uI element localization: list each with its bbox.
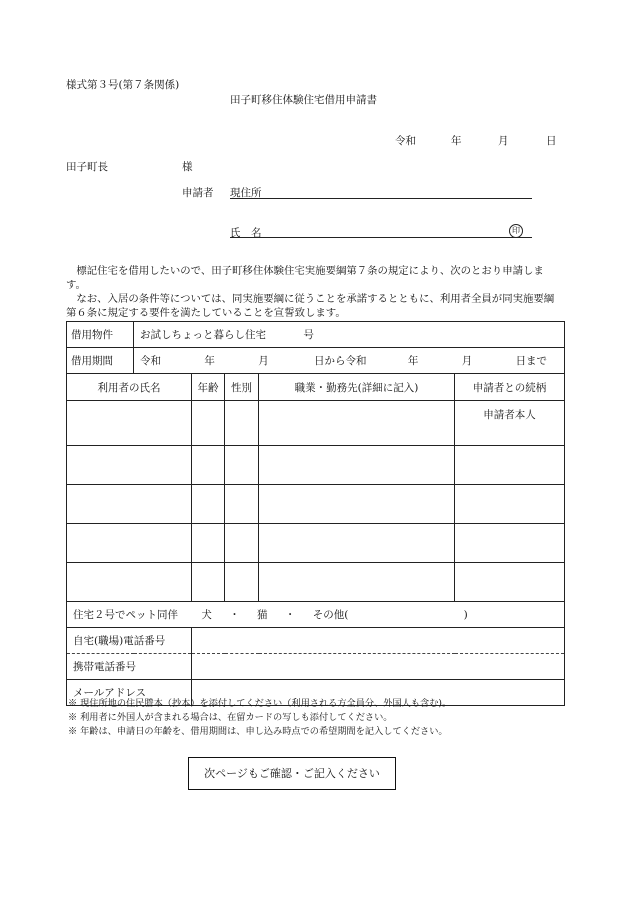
pet-label: 住宅２号でペット同伴 — [73, 609, 178, 621]
notes — [68, 697, 451, 739]
note-item: ※ 年齢は、申請日の年齢を、借用期間は、申し込み時点での希望期間を記入してください。 — [68, 726, 448, 737]
property-suffix: 号 — [303, 329, 314, 341]
home-phone-row — [67, 628, 565, 654]
user-gender-cell[interactable] — [225, 401, 259, 446]
pet-cat: 猫 — [257, 609, 268, 621]
period-value-cell[interactable] — [134, 348, 565, 374]
pet-separator: ・ — [229, 609, 240, 621]
user-row — [67, 401, 565, 446]
period-month-from: 月 — [258, 355, 269, 367]
period-day-from: 日から令和 — [314, 355, 367, 367]
pet-other: その他( — [312, 609, 349, 621]
paragraph-oath: なお、入居の条件等については、同実施要綱に従うことを承諾するとともに、利用者全員が同実施要綱第６条に規定する要件を満たしていることを宣誓致します。 — [66, 293, 555, 319]
property-value: お試しちょっと暮らし住宅 — [140, 329, 266, 341]
user-gender-cell[interactable] — [225, 524, 259, 563]
name-label: 氏 名 — [230, 227, 262, 239]
header-user-name: 利用者の氏名 — [67, 374, 192, 401]
period-row — [67, 348, 565, 374]
user-relation-cell[interactable] — [455, 401, 565, 446]
header-relation: 申請者との続柄 — [455, 374, 565, 401]
note-item: ※ 現住所地の住民謄本（抄本）を添付してください（利用される方全員分、外国人も含む)。 — [68, 698, 452, 709]
pet-dog: 犬 — [201, 609, 212, 621]
user-occupation-cell[interactable] — [259, 563, 455, 602]
paragraph-request: 標記住宅を借用したいので、田子町移住体験住宅実施要綱第７条の規定により、次のとおり申請します。 — [66, 265, 544, 291]
user-name-cell[interactable] — [67, 401, 192, 446]
page-title: 田子町移住体験住宅借用申請書 — [230, 94, 377, 106]
addressee-honorific: 様 — [182, 161, 193, 173]
applicant-label: 申請者 — [182, 187, 214, 199]
seal-mark: 印 — [509, 224, 523, 238]
pet-other-close: ) — [463, 609, 468, 621]
note-item: ※ 利用者に外国人が含まれる場合は、在留カードの写しも添付してください。 — [68, 712, 393, 723]
application-table — [66, 321, 565, 706]
period-era: 令和 — [140, 355, 161, 367]
user-relation-cell[interactable] — [455, 563, 565, 602]
mobile-phone-label: 携帯電話番号 — [67, 654, 192, 680]
pet-cell[interactable] — [67, 602, 565, 628]
user-gender-cell[interactable] — [225, 563, 259, 602]
users-header-row — [67, 374, 565, 401]
property-value-cell[interactable] — [134, 322, 565, 348]
user-relation-cell[interactable] — [455, 524, 565, 563]
period-day-to: 日まで — [515, 355, 548, 367]
address-label: 現住所 — [230, 187, 262, 199]
date-day: 日 — [546, 135, 557, 147]
user-gender-cell[interactable] — [225, 446, 259, 485]
date-year: 年 — [451, 135, 462, 147]
property-row — [67, 322, 565, 348]
header-gender: 性別 — [225, 374, 259, 401]
user-row — [67, 446, 565, 485]
user-relation-cell[interactable] — [455, 446, 565, 485]
user-occupation-cell[interactable] — [259, 401, 455, 446]
user-age-cell[interactable] — [192, 401, 225, 446]
pet-row — [67, 602, 565, 628]
user-age-cell[interactable] — [192, 563, 225, 602]
user-age-cell[interactable] — [192, 524, 225, 563]
mobile-phone-field[interactable] — [192, 654, 565, 680]
mobile-phone-row — [67, 654, 565, 680]
property-label: 借用物件 — [67, 322, 134, 348]
header-age: 年齢 — [192, 374, 225, 401]
user-name-cell[interactable] — [67, 485, 192, 524]
address-field-line[interactable] — [230, 198, 532, 199]
user-row — [67, 563, 565, 602]
period-month-to: 月 — [461, 355, 473, 367]
period-year-from: 年 — [204, 355, 215, 367]
user-gender-cell[interactable] — [225, 485, 259, 524]
addressee-name: 田子町長 — [66, 161, 108, 173]
next-page-notice: 次ページもご確認・ご記入ください — [188, 757, 396, 790]
form-number: 様式第３号(第７条関係) — [66, 79, 180, 91]
period-year-to: 年 — [407, 355, 419, 367]
user-age-cell[interactable] — [192, 485, 225, 524]
user-row — [67, 524, 565, 563]
relation-self: 申請者本人 — [483, 409, 536, 421]
email-label: メールアドレス — [67, 680, 192, 706]
home-phone-label: 自宅(職場)電話番号 — [67, 628, 192, 654]
header-occupation: 職業・勤務先(詳細に記入) — [259, 374, 455, 401]
user-row — [67, 485, 565, 524]
pet-separator: ・ — [284, 609, 296, 621]
period-label: 借用期間 — [67, 348, 134, 374]
user-name-cell[interactable] — [67, 563, 192, 602]
home-phone-field[interactable] — [192, 628, 565, 654]
date-era: 令和 — [395, 135, 416, 147]
user-occupation-cell[interactable] — [259, 446, 455, 485]
date-month: 月 — [498, 135, 509, 147]
name-field-line[interactable] — [230, 237, 532, 238]
user-relation-cell[interactable] — [455, 485, 565, 524]
user-name-cell[interactable] — [67, 446, 192, 485]
user-occupation-cell[interactable] — [259, 485, 455, 524]
user-occupation-cell[interactable] — [259, 524, 455, 563]
user-age-cell[interactable] — [192, 446, 225, 485]
user-name-cell[interactable] — [67, 524, 192, 563]
